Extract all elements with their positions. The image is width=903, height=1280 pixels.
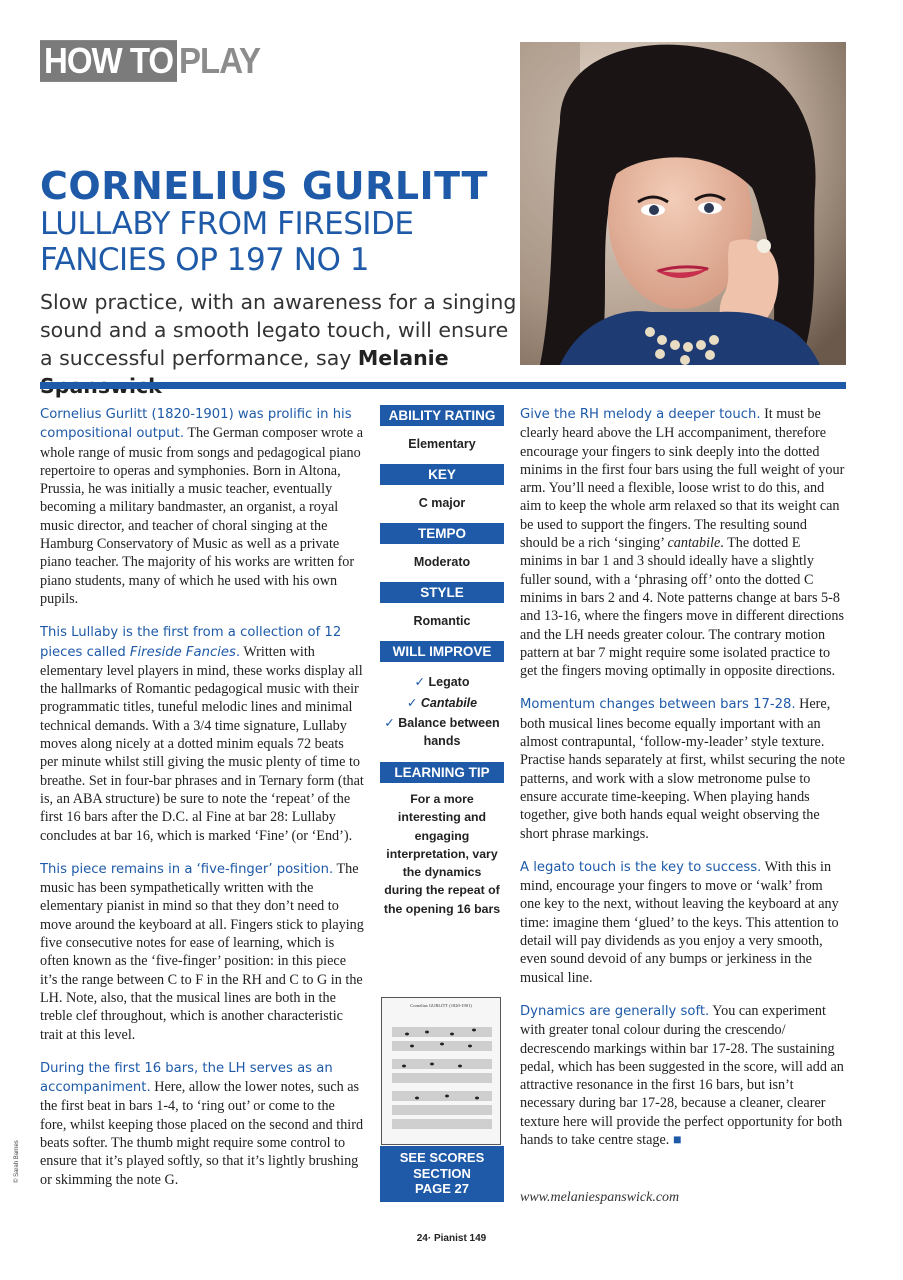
paragraph-lead: Dynamics are generally soft.: [520, 1003, 710, 1019]
paragraph-text: The music has been sympathetically written with the elementary pianist in mind so that they don’t need to move around the keyboard at all. Fingers stick to playing five consecutive notes for ease of learning, which is often known as the ‘five-finger’ position: in this piece it’s the range between C to F in the RH and C to G in the LH. Note, also, that the musical lines are both in the treble clef throughout, which is another characteristic trait at this level.: [40, 860, 364, 1043]
paragraph: [40, 623, 364, 845]
paragraph-lead: Cornelius Gurlitt (1820-1901) was prolific in his compositional output.: [40, 407, 352, 442]
score-thumbnail-caption: Cornelius GURLITT (1820-1901): [410, 1003, 472, 1008]
paragraph-text: Here, both musical lines become equally important with an almost contrapuntal, ‘follow-my-leader’ style texture. Practise hands separately at first, whilst securing the note patterns, and work with a slow metronome pulse to ensure accurate time-keeping. When playing hands together, give both hands equal weight observing the short phrase markings.: [520, 696, 846, 842]
paragraph: [40, 1059, 364, 1189]
article-subtitle: [40, 206, 520, 278]
lead-end: .: [235, 644, 241, 660]
paragraph-text: You can experiment with greater tonal colour during the crescendo/ decrescendo markings within bar 17-28. The sustaining pedal, which has been suggested in the score, will add an attractive resonance in the first 16 bars, but isn’t necessary during bar 17-28, because a cleaner, clearer texture here will provide the perfect opportunity for both hands to take centre stage.: [520, 1002, 844, 1148]
check-icon: ✓: [414, 675, 425, 689]
lead-text: This Lullaby is the first from a collection of 12 pieces called: [40, 625, 342, 660]
tempo-value: Moderato: [413, 555, 471, 569]
check-icon: ✓: [406, 696, 418, 710]
key-value: C major: [418, 496, 466, 510]
check-icon: ✓: [384, 716, 395, 730]
learning-tip-heading: LEARNING TIP: [380, 762, 504, 783]
will-improve-heading: WILL IMPROVE: [380, 641, 504, 662]
how-to-label: HOW TO: [40, 40, 177, 82]
see-scores-line: PAGE 27: [415, 1181, 469, 1196]
see-scores-box: [380, 1146, 504, 1202]
lead-italic: Fireside Fancies: [129, 644, 236, 660]
paragraph-text: Here, allow the lower notes, such as the first beat in bars 1-4, to ‘ring out’ or come to the fore, whilst keeping those placed on the second and third beats softer. The thumb might require some control to ensure that it’s played softly, so that it’s lightly brushing or skimming the note G.: [40, 1079, 364, 1188]
improve-item-balance: [380, 714, 504, 750]
tempo-heading: TEMPO: [380, 523, 504, 544]
paragraph-lead: During the first 16 bars, the LH serves as an accompaniment.: [40, 1060, 333, 1096]
paragraph-text-cont: . The dotted E minims in bar 1 and 3 should ideally have a slightly fuller sound, with a ‘phrasing off’ onto the dotted C minims in bars 2 and 4. Note patterns change at bars 5-8 and 13-16, where the fingers move in different directions and the LH needs greater colour. The contrary motion pattern at bar 7 might require some isolated practice to get the fingers moving optimally in opposite directions.: [520, 535, 844, 680]
paragraph-lead: A legato touch is the key to success.: [520, 859, 762, 875]
subtitle-line-2: FANCIES OP 197 NO 1: [40, 242, 369, 278]
see-scores-line: SECTION: [413, 1165, 471, 1181]
info-sidebar: [380, 405, 504, 918]
will-improve-list: [380, 662, 504, 762]
article-column-2: [520, 405, 846, 1164]
paragraph-lead: This piece remains in a ‘five-finger’ position.: [40, 861, 334, 877]
author-name: Melanie: [357, 346, 449, 370]
page-folio: 24· Pianist 149: [416, 1233, 487, 1244]
article-column-1: [40, 405, 364, 1204]
standfirst-text: Slow practice, with an awareness for a singing sound and a smooth legato touch, will ensure a successful performance, say: [40, 290, 517, 370]
improve-item-label: Legato: [428, 675, 470, 689]
end-mark-icon: ■: [669, 1131, 682, 1148]
photo-credit: © Sarah Barnes: [14, 1140, 20, 1183]
section-label: [40, 40, 260, 82]
subtitle-line-1: LULLABY FROM FIRESIDE: [40, 206, 414, 242]
paragraph-lead: Momentum changes between bars 17-28.: [520, 697, 796, 713]
style-heading: STYLE: [380, 582, 504, 603]
score-thumbnail: [381, 997, 501, 1145]
author-portrait-photo: [520, 42, 846, 365]
paragraph: [520, 695, 846, 842]
key-heading: KEY: [380, 464, 504, 485]
paragraph: [40, 860, 364, 1044]
paragraph-text: It must be clearly heard above the LH accompaniment, therefore encourage your fingers to sink deeply into the dotted minims in the first four bars using the full weight of your arm. You’ll need a flexible, loose wrist to do this, and aim to keep the whole arm relaxed so that its weight can be used to support the fingers. The resulting sound should be a rich ‘singing’: [520, 406, 845, 552]
see-scores-line: SEE SCORES: [399, 1150, 485, 1165]
paragraph-text: With this in mind, encourage your fingers to move or ‘walk’ from one key to the next, without leaving the keyboard at any time: imagine them ‘glued’ to the keys. This attention to detail will pay dividends as you enjoy a very smooth, even sound devoid of any bumps or jerkiness in the musical line.: [520, 858, 839, 986]
paragraph: [520, 405, 846, 680]
learning-tip-text: For a more interesting and engaging interpretation, vary the dynamics during the repeat of the opening 16 bars: [383, 792, 501, 916]
divider-rule: [40, 382, 846, 389]
website-link[interactable]: www.melaniespanswick.com: [520, 1190, 680, 1205]
article-title: CORNELIUS GURLITT: [40, 164, 488, 208]
paragraph: [40, 405, 364, 608]
improve-item-label: Balance between hands: [398, 716, 500, 748]
improve-item-cantabile: [380, 693, 504, 714]
ability-rating-heading: ABILITY RATING: [380, 405, 504, 426]
paragraph-text: Written with elementary level players in mind, these works display all the hallmarks of Romantic pedagogical music with their programmatic titles, tuneful melodic lines and minimal technical demands. With a 3/4 time signature, Lullaby moves along nicely at a dotted minim equals 72 beats per minute whilst still giving the music plenty of time to breathe. Set in four-bar phrases and in Ternary form (that is, an ABA structure) be sure to note the ‘repeat’ of the first 16 bars after the D.C. al Fine at bar 28: Lullaby concludes at bar 16, which is marked ‘Fine’ (or ‘End’).: [40, 643, 364, 844]
style-value: Romantic: [413, 614, 471, 628]
play-label: PLAY: [179, 40, 261, 81]
improve-item-label: Cantabile: [420, 696, 478, 710]
paragraph-text: The German composer wrote a whole range of music from songs and pedagogical piano repertoire to operas and symphonies. Born in Altona, Prussia, he was initially a music teacher, eventually becoming a military bandmaster, an organist, a royal music director, and teacher of choral singing at the Hamburg Conservatory of Music as well as a private piano teacher. The majority of his works are written for piano students, many of which he used with his own pupils.: [40, 425, 364, 607]
paragraph-lead: Give the RH melody a deeper touch.: [520, 407, 761, 422]
improve-item-legato: [380, 672, 504, 693]
paragraph-italic: cantabile: [667, 535, 721, 552]
paragraph: [520, 858, 846, 987]
paragraph: [520, 1002, 846, 1149]
ability-rating-value: Elementary: [408, 437, 476, 451]
